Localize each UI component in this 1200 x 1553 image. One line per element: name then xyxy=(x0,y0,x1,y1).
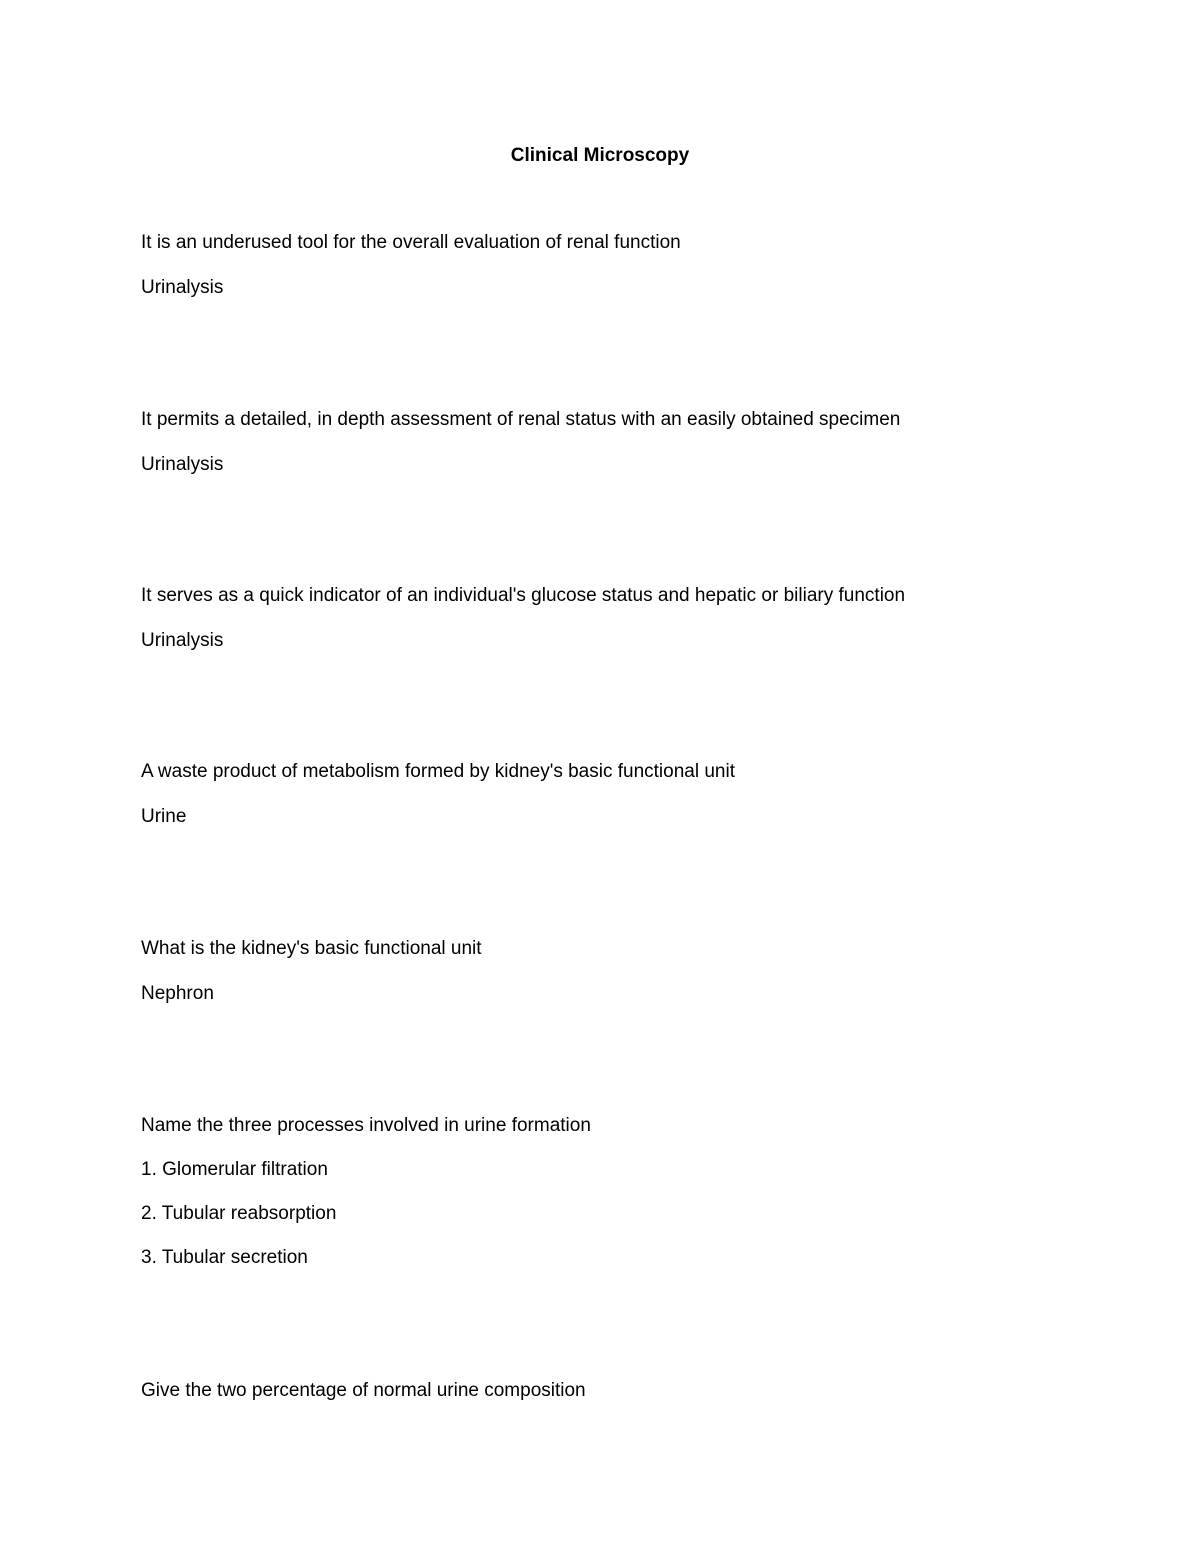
question-3: It serves as a quick indicator of an individual's glucose status and hepatic or biliary function xyxy=(141,585,906,606)
answer-3: Urinalysis xyxy=(141,630,224,651)
answer-1: Urinalysis xyxy=(141,277,224,298)
answer-6-1: 1. Glomerular filtration xyxy=(141,1159,328,1180)
question-4: A waste product of metabolism formed by kidney's basic functional unit xyxy=(141,761,735,782)
answer-6-3: 3. Tubular secretion xyxy=(141,1247,308,1268)
answer-2: Urinalysis xyxy=(141,454,224,475)
question-5: What is the kidney's basic functional unit xyxy=(141,938,482,959)
answer-5: Nephron xyxy=(141,983,214,1004)
page-title: Clinical Microscopy xyxy=(510,145,690,166)
question-2: It permits a detailed, in depth assessment of renal status with an easily obtained specimen xyxy=(141,409,901,430)
question-6: Name the three processes involved in urine formation xyxy=(141,1115,591,1136)
question-7: Give the two percentage of normal urine composition xyxy=(141,1380,586,1401)
answer-6-2: 2. Tubular reabsorption xyxy=(141,1203,337,1224)
question-1: It is an underused tool for the overall evaluation of renal function xyxy=(141,232,681,253)
answer-4: Urine xyxy=(141,806,187,827)
